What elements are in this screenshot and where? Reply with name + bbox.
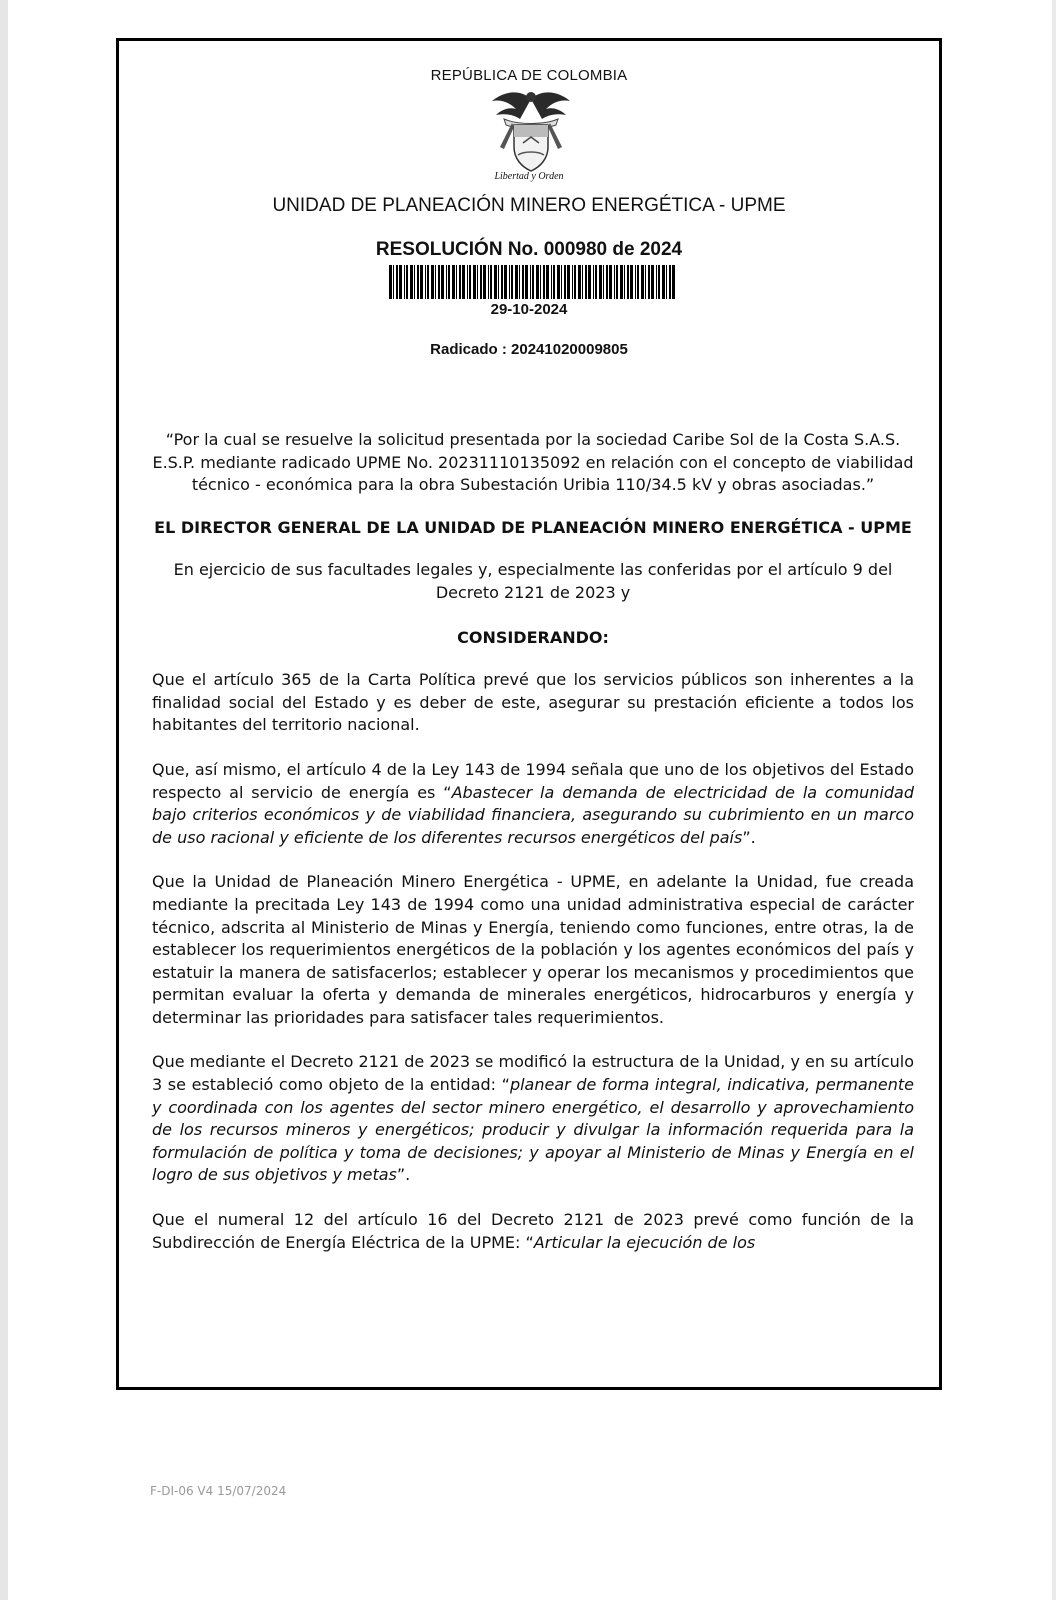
considering-heading: CONSIDERANDO: (457, 627, 609, 647)
radicado-number: Radicado : 20241020009805 (430, 341, 628, 358)
paragraph-2-quote: Abastecer la demanda de electricidad de la comunidad bajo criterios económicos y de viabilidad financiera, asegurando su cubrimiento en un marco de uso racional y eficiente de los diferentes recursos energéticos del país (152, 782, 914, 847)
legal-faculties: En ejercicio de sus facultades legales y, especialmente las conferidas por el artículo 9 del Decreto 2121 de 2023 y (173, 560, 893, 602)
barcode (389, 265, 679, 299)
document-body (152, 429, 914, 1254)
document-frame (116, 38, 942, 1390)
form-code-footer: F-DI-06 V4 15/07/2024 (150, 1484, 287, 1498)
paragraph-4-quote: planear de forma integral, indicativa, permanente y coordinada con los agentes del sector minero energético, el desarrollo y aprovechamiento de los recursos mineros y energéticos; producir y divulgar la información requerida para la formulación de política y toma de decisiones; y apoyar al Ministerio de Minas y Energía en el logro de sus objetivos y metas (152, 1075, 914, 1185)
paragraph-4-intro: Que mediante el Decreto 2121 de 2023 se modificó la estructura de la Unidad, y en su artículo 3 se estableció como objeto de la entidad: “ (152, 1052, 914, 1095)
resolution-number: RESOLUCIÓN No. 000980 de 2024 (375, 239, 683, 260)
coat-of-arms-icon (490, 85, 572, 177)
paragraph-3: Que la Unidad de Planeación Minero Energética - UPME, en adelante la Unidad, fue creada mediante la precitada Ley 143 de 1994 como una unidad administrativa especial de carácter técnico, adscrita al Ministerio de Minas y Energía, teniendo como funciones, entre otras, la de establecer los requerimientos energéticos de la población y los agentes económicos del país y estatuir la manera de satisfacerlos; establecer y operar los mecanismos y procedimientos que permitan evaluar la oferta y demanda de minerales energéticos, hidrocarburos y energía y determinar las prioridades para satisfacer tales requerimientos. (152, 872, 914, 1027)
paragraph-1: Que el artículo 365 de la Carta Política prevé que los servicios públicos son inherentes a la finalidad social del Estado y es deber de este, asegurar su prestación eficiente a todos los habitantes del territorio nacional. (152, 670, 914, 735)
paragraph-4 (152, 1051, 914, 1187)
paragraph-5-quote: Articular la ejecución de los (533, 1232, 756, 1252)
republic-heading: REPÚBLICA DE COLOMBIA (430, 67, 628, 84)
barcode-date: 29-10-2024 (490, 301, 568, 318)
director-title: EL DIRECTOR GENERAL DE LA UNIDAD DE PLANEACIÓN MINERO ENERGÉTICA - UPME (154, 517, 912, 537)
paragraph-2 (152, 759, 914, 849)
paragraph-2-end: ”. (742, 827, 756, 847)
right-edge-shadow (1052, 0, 1056, 1600)
resolution-subject: “Por la cual se resuelve la solicitud presentada por la sociedad Caribe Sol de la Costa S.A.S. E.S.P. mediante radicado UPME No. 20231110135092 en relación con el concepto de viabilidad técnico - económica para la obra Subestación Uribia 110/34.5 kV y obras asociadas.” (152, 430, 914, 495)
paragraph-2-intro: Que, así mismo, el artículo 4 de la Ley 143 de 1994 señala que uno de los objetivos del Estado respecto al servicio de energía es “ (152, 759, 914, 802)
paragraph-4-end: ”. (396, 1165, 411, 1185)
agency-name: UNIDAD DE PLANEACIÓN MINERO ENERGÉTICA - UPME (272, 195, 786, 216)
paragraph-5-intro: Que el numeral 12 del artículo 16 del Decreto 2121 de 2023 prevé como función de la Subdirección de Energía Eléctrica de la UPME: “ (152, 1210, 914, 1252)
motto: Libertad y Orden (494, 171, 564, 182)
paragraph-5 (152, 1209, 914, 1254)
left-edge-shadow (0, 0, 8, 1600)
